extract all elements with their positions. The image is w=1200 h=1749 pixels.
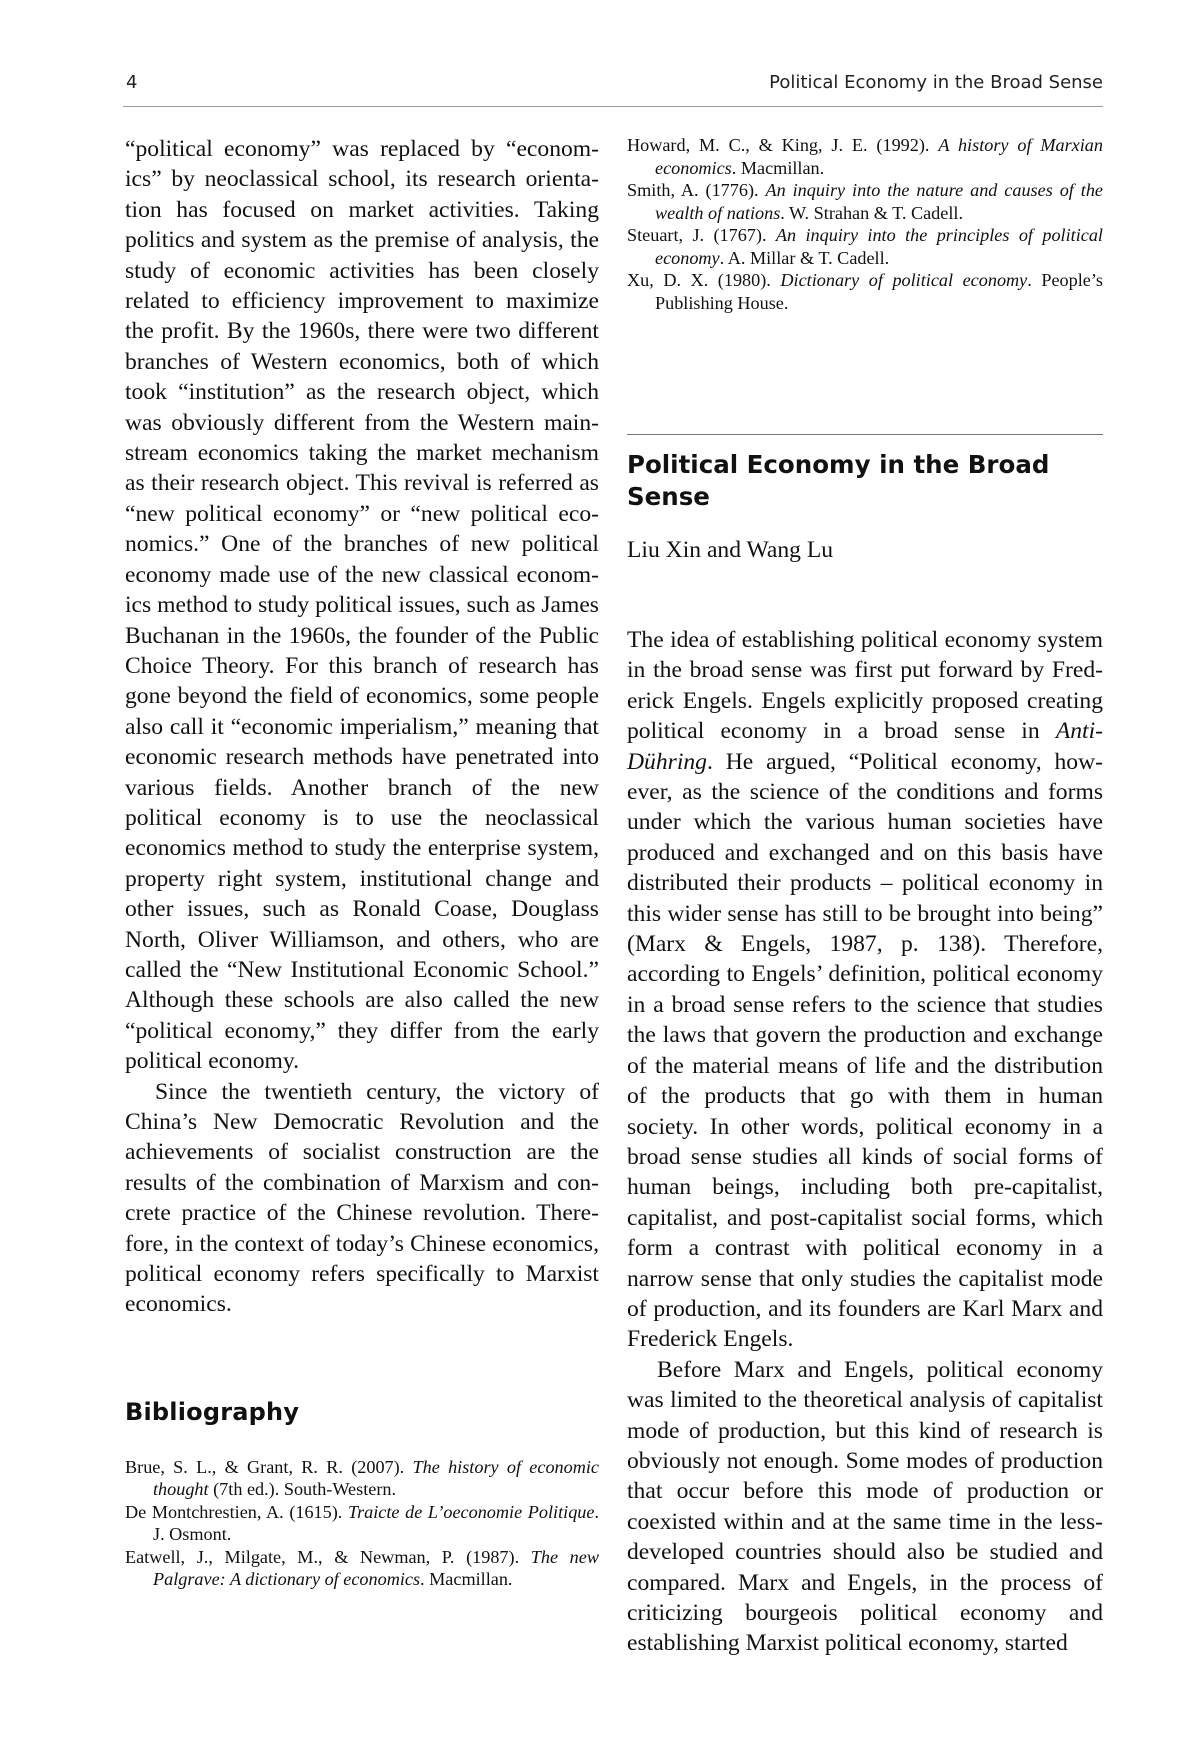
reference-author: Steuart, J. (1767). [627,225,776,245]
reference-author: Brue, S. L., & Grant, R. R. (2007). [125,1456,413,1477]
entry-title: Political Economy in the Broad Sense [627,450,1050,511]
reference-author: De Montchrestien, A. (1615). [125,1501,348,1522]
reference-author: Howard, M. C., & King, J. E. (1992). [627,135,939,155]
left-body-text [125,134,599,1320]
reference-author: Eatwell, J., Milgate, M., & Newman, P. (1987). [125,1546,531,1567]
paragraph-text: The idea of establishing political economy system in the broad sense was first put forward by Frederick Engels. Engels explicitly proposed creating political economy in a broad sense in [627,627,1103,745]
reference-item [627,179,1103,224]
reference-publisher: . Macmillan. [731,157,825,178]
paragraph-text: . He argued, “Political economy, however, as the science of the conditions and forms under which the various human societies have produced and exchanged and on this basis have distributed their products – political economy in this wider sense has still to be brought into being” (Marx & Engels, 1987, p. 138). Therefore, according to Engels’ definition, political economy in a broad sense refers to the science that studies the laws that govern the production and exchange of the material means of life and the distribution of the products that go with them in human society. In other words, political economy in a broad sense studies all kinds of social forms of human beings, including both pre-capitalist, capitalist, and post-capitalist social forms, which form a contrast with political economy in a narrow sense that only studies the capitalist mode of production, and its founders are Karl Marx and Frederick Engels. [627,748,1103,1353]
body-paragraph: Since the twentieth century, the victory of China’s New Democratic Revolution and the achievements of socialist construction are the results of the combination of Marxism and concrete practice of the Chinese revolution. Therefore, in the context of today’s Chinese economics, political economy refers specifically to Marxist economics. [125,1078,599,1318]
reference-publisher: . People’s Publishing House. [655,270,1103,313]
running-header [123,72,1103,107]
reference-publisher: (7th ed.). South-Western. [208,1479,397,1500]
reference-item [627,224,1103,269]
reference-item [627,134,1103,179]
reference-title: A history of Marxian economics [655,135,1103,178]
reference-publisher: . W. Strahan & T. Cadell. [780,202,963,223]
section-divider [627,434,1103,435]
reference-author: Smith, A. (1776). [627,180,766,200]
reference-item [125,1456,599,1501]
page-number: 4 [126,72,138,93]
bibliography-heading: Bibliography [125,1397,300,1426]
reference-title: Traicte de L’oeconomie Politique [347,1501,595,1522]
book-title-italic: Anti-Dühring [627,718,1103,775]
left-column [125,134,599,1591]
running-head-title: Political Economy in the Broad Sense [769,72,1103,93]
reference-publisher: . Macmillan. [420,1569,513,1590]
bibliography-list-continued [627,134,1103,314]
right-body-text [627,625,1103,1659]
reference-item [125,1546,599,1591]
reference-item [125,1501,599,1546]
reference-publisher: . J. Osmont. [153,1501,599,1545]
reference-title: An inquiry into the principles of political economy [655,225,1103,268]
reference-title: An inquiry into the nature and causes of the wealth of nations [655,180,1103,223]
right-column [627,134,1103,1659]
body-paragraph: Before Marx and Engels, political economy was limited to the theoretical analysis of capitalist mode of production, but this kind of research is obviously not enough. Some modes of production that occur before this mode of production or coexisted within and at the same time in the less-developed countries should also be studied and compared. Marx and Engels, in the process of criticizing bourgeois political economy and establishing Marxist political economy, started [627,1356,1103,1657]
body-paragraph [627,625,1103,1355]
body-paragraph: “political economy” was replaced by “economics” by neoclassical school, its research orientation has focused on market activities. Taking politics and system as the premise of analysis, the study of economic activities has been closely related to efficiency improvement to maximize the profit. By the 1960s, there were two different branches of Western economics, both of which took “institution” as the research object, which was obviously different from the Western mainstream economics taking the market mechanism as their research object. This revival is referred as “new political economy” or “new political economics.” One of the branches of new political economy made use of the new classical economics method to study political issues, such as James Buchanan in the 1960s, the founder of the Public Choice Theory. For this branch of research has gone beyond the field of economics, some people also call it “economic imperialism,” meaning that economic research methods have penetrated into various fields. Another branch of the new political economy is to use the neoclassical economics method to study the enterprise system, property right system, institutional change and other issues, such as Ronald Coase, Douglass North, Oliver Williamson, and others, who are called the “New Institutional Economic School.” Although these schools are also called the new “political economy,” they differ from the early political economy. [125,136,599,1075]
entry-authors: Liu Xin and Wang Lu [627,537,834,563]
reference-author: Xu, D. X. (1980). [627,270,781,290]
bibliography-list [125,1456,599,1591]
reference-publisher: . A. Millar & T. Cadell. [719,247,890,268]
reference-title: Dictionary of political economy [780,270,1028,290]
reference-item [627,269,1103,314]
reference-title: The new Palgrave: A dictionary of economics [153,1546,599,1590]
reference-title: The history of economic thought [153,1456,599,1500]
